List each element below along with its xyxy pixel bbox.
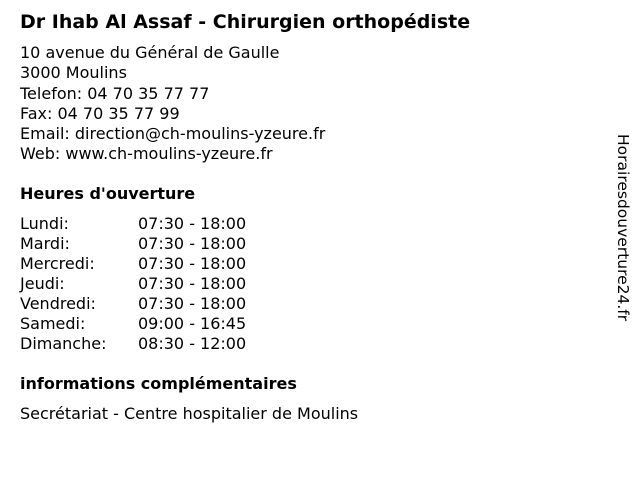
address-line-1: 10 avenue du Général de Gaulle [20,43,280,62]
opening-hours-table [20,214,280,354]
address-line-2: 3000 Moulins [20,63,127,83]
hours-row-thursday [20,274,280,294]
hours-row-tuesday [20,234,280,254]
hours-row-saturday [20,314,280,334]
time-range: 07:30 - 18:00 [138,234,247,253]
page-title: Dr Ihab Al Assaf - Chirurgien orthopédiste [20,11,471,33]
time-range: 07:30 - 18:00 [138,254,247,273]
opening-hours-heading: Heures d'ouverture [20,184,196,203]
hours-row-monday [20,214,280,234]
day-label: Mardi: [20,234,70,253]
hours-row-sunday [20,334,280,354]
site-watermark-label: Horairesdouverture24.fr [614,134,632,322]
additional-info-heading: informations complémentaires [20,374,297,393]
hours-row-wednesday [20,254,280,274]
additional-info-text: Secrétariat - Centre hospitalier de Moulins [20,404,359,423]
day-label: Lundi: [20,214,69,233]
hours-row-friday [20,294,280,314]
day-label: Vendredi: [20,294,96,313]
day-label: Mercredi: [20,254,95,273]
website: Web: www.ch-moulins-yzeure.fr [20,144,273,164]
day-label: Dimanche: [20,334,107,353]
time-range: 08:30 - 12:00 [138,334,247,353]
time-range: 09:00 - 16:45 [138,314,247,333]
contact-block [20,43,325,165]
time-range: 07:30 - 18:00 [138,274,247,293]
day-label: Jeudi: [20,274,65,293]
day-label: Samedi: [20,314,86,333]
time-range: 07:30 - 18:00 [138,294,247,313]
time-range: 07:30 - 18:00 [138,214,247,233]
email-address: Email: direction@ch-moulins-yzeure.fr [20,124,326,144]
phone-number: Telefon: 04 70 35 77 77 [20,83,210,103]
fax-number: Fax: 04 70 35 77 99 [20,103,180,123]
